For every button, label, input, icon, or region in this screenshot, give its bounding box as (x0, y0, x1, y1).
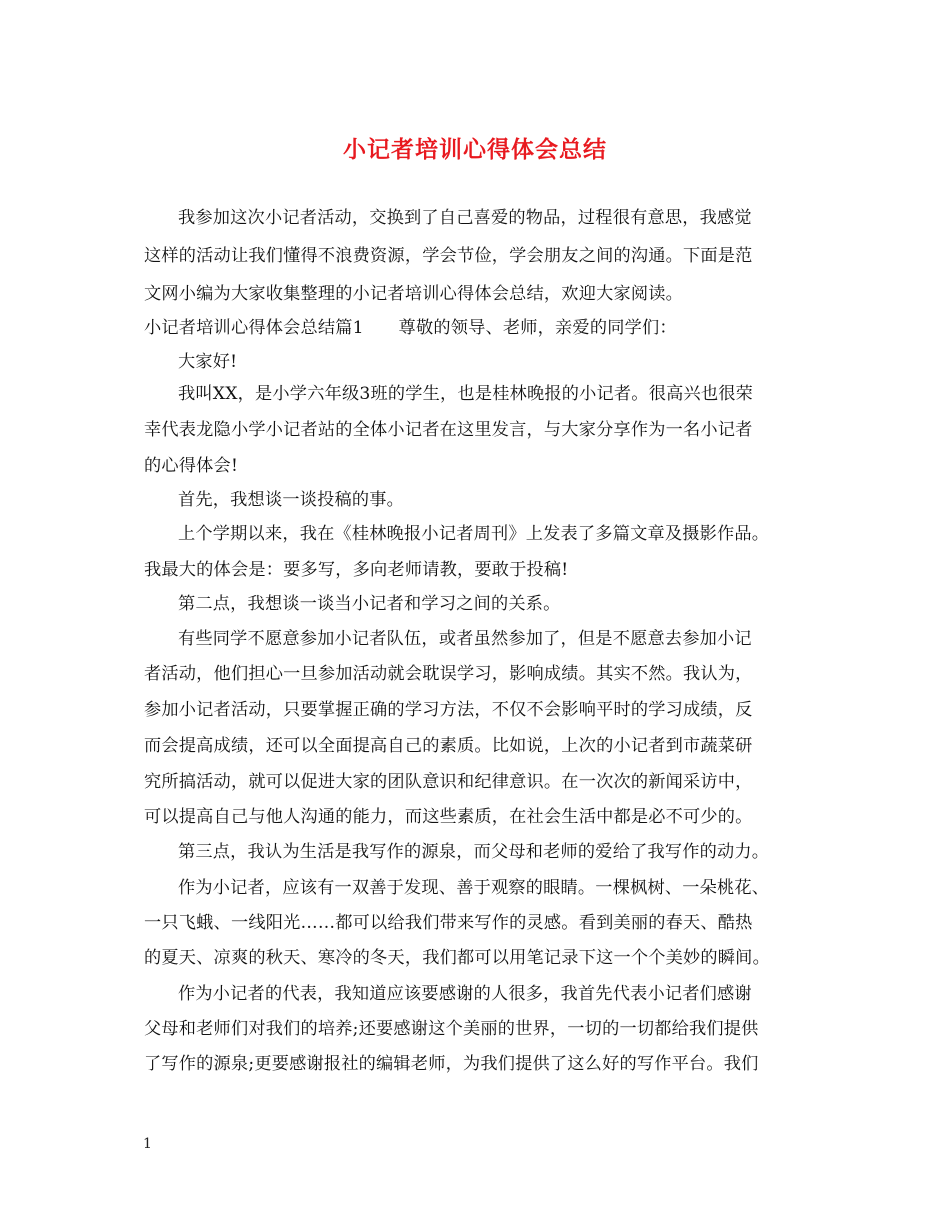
paragraph-line: 这样的活动让我们懂得不浪费资源，学会节俭，学会朋友之间的沟通。下面是范 (144, 246, 753, 266)
paragraph-line: 参加小记者活动，只要掌握正确的学习方法，不仅不会影响平时的学习成绩，反 (144, 700, 753, 720)
paragraph-line: 者活动，他们担心一旦参加活动就会耽误学习，影响成绩。其实不然。我认为， (144, 664, 753, 684)
paragraph-line: 可以提高自己与他人沟通的能力，而这些素质，在社会生活中都是必不可少的。 (144, 807, 753, 827)
paragraph-line: 幸代表龙隐小学小记者站的全体小记者在这里发言，与大家分享作为一名小记者 (144, 420, 753, 440)
paragraph-line: 上个学期以来，我在《桂林晚报小记者周刊》上发表了多篇文章及摄影作品。 (178, 524, 770, 544)
section-heading-line: 小记者培训心得体会总结篇1 尊敬的领导、老师，亲爱的同学们： (144, 318, 677, 338)
paragraph-line: 究所搞活动，就可以促进大家的团队意识和纪律意识。在一次次的新闻采访中， (144, 772, 753, 792)
paragraph-line: 了写作的源泉;更要感谢报社的编辑老师，为我们提供了这么好的写作平台。我们 (144, 1054, 759, 1074)
paragraph-line: 第二点，我想谈一谈当小记者和学习之间的关系。 (178, 594, 561, 614)
paragraph-line: 的心得体会! (144, 456, 239, 476)
paragraph-line: 我参加这次小记者活动，交换到了自己喜爱的物品，过程很有意思，我感觉 (178, 208, 752, 228)
paragraph-line: 作为小记者的代表，我知道应该要感谢的人很多，我首先代表小记者们感谢 (178, 984, 752, 1004)
paragraph-line: 而会提高成绩，还可以全面提高自己的素质。比如说，上次的小记者到市蔬菜研 (144, 736, 753, 756)
paragraph-line: 我叫XX，是小学六年级3班的学生，也是桂林晚报的小记者。很高兴也很荣 (178, 384, 754, 404)
paragraph-line: 有些同学不愿意参加小记者队伍，或者虽然参加了，但是不愿意去参加小记 (178, 629, 752, 649)
document-title: 小记者培训心得体会总结 (343, 136, 607, 163)
paragraph-line: 第三点，我认为生活是我写作的源泉，而父母和老师的爱给了我写作的动力。 (178, 842, 770, 862)
paragraph-line: 首先，我想谈一谈投稿的事。 (178, 490, 405, 510)
paragraph-line: 的夏天、凉爽的秋天、寒冷的冬天，我们都可以用笔记录下这一个个美妙的瞬间。 (144, 948, 770, 968)
paragraph-line: 文网小编为大家收集整理的小记者培训心得体会总结，欢迎大家阅读。 (144, 284, 684, 304)
paragraph-line: 作为小记者，应该有一双善于发现、善于观察的眼睛。一棵枫树、一朵桃花、 (178, 878, 770, 898)
paragraph-line: 父母和老师们对我们的培养;还要感谢这个美丽的世界，一切的一切都给我们提供 (144, 1019, 759, 1039)
greeting-line: 大家好! (178, 352, 238, 372)
page-number: 1 (143, 1136, 152, 1152)
paragraph-line: 一只飞蛾、一线阳光……都可以给我们带来写作的灵感。看到美丽的春天、酷热 (144, 913, 753, 933)
paragraph-line: 我最大的体会是：要多写，多向老师请教，要敢于投稿! (144, 560, 569, 580)
